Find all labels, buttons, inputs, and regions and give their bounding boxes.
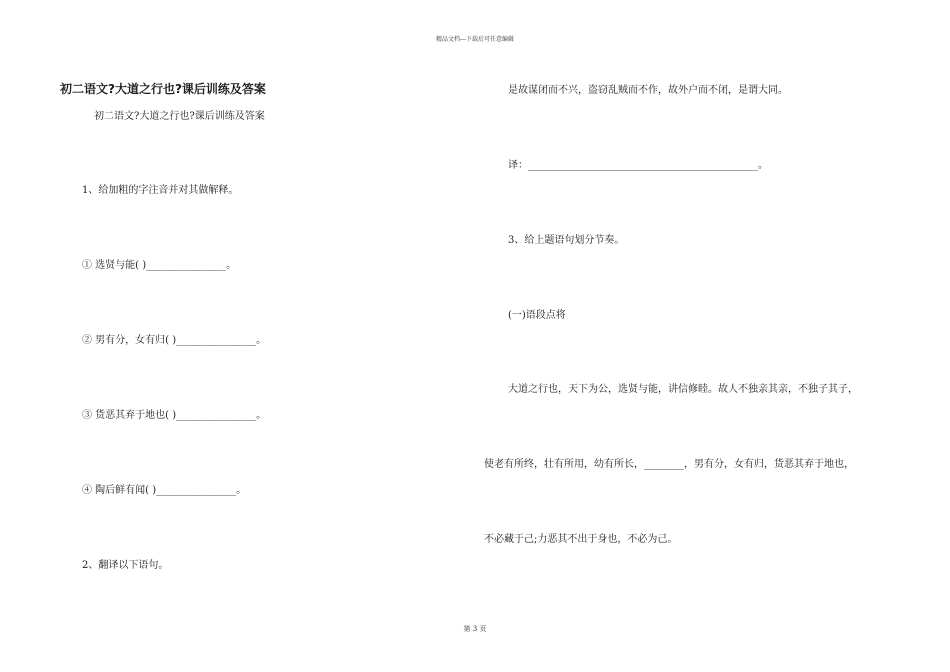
question-1-item-3: ③ 货恶其弃于地也( )________________。 [82,410,267,421]
passage-line-1: 大道之行也，天下为公，选贤与能，讲信修睦。故人不独亲其亲，不独子其子， [508,384,858,395]
question-1: 1、给加粗的字注音并对其做解释。 [82,185,239,196]
question-1-item-2: ② 男有分，女有归( )________________。 [82,335,267,346]
document-title: 初二语文?大道之行也?课后训练及答案 [60,82,266,96]
section-heading: (一)语段点将 [508,310,566,321]
page-number: 第 3 页 [463,625,487,633]
classical-sentence: 是故谋闭而不兴，盗窃乱贼而不作，故外户而不闭，是谓大同。 [508,85,788,96]
question-1-item-4: ④ 陶后鲜有闻( )________________。 [82,485,247,496]
page-header: 精品文档---下载后可任意编辑 [435,36,515,43]
passage-line-2: 使老有所终，壮有所用，幼有所长，________，男有分，女有归，货恶其弃于地也， [484,459,854,470]
question-3: 3、给上题语句划分节奏。 [508,235,625,246]
question-1-item-1: ① 选贤与能( )________________。 [82,260,237,271]
subtitle: 初二语文?大道之行也?课后训练及答案 [94,111,265,122]
question-2: 2、翻译以下语句。 [82,560,169,571]
translation-line: 译：______________________________________________。 [508,160,768,171]
passage-line-3: 不必藏于己;力恶其不出于身也，不必为己。 [484,534,678,545]
